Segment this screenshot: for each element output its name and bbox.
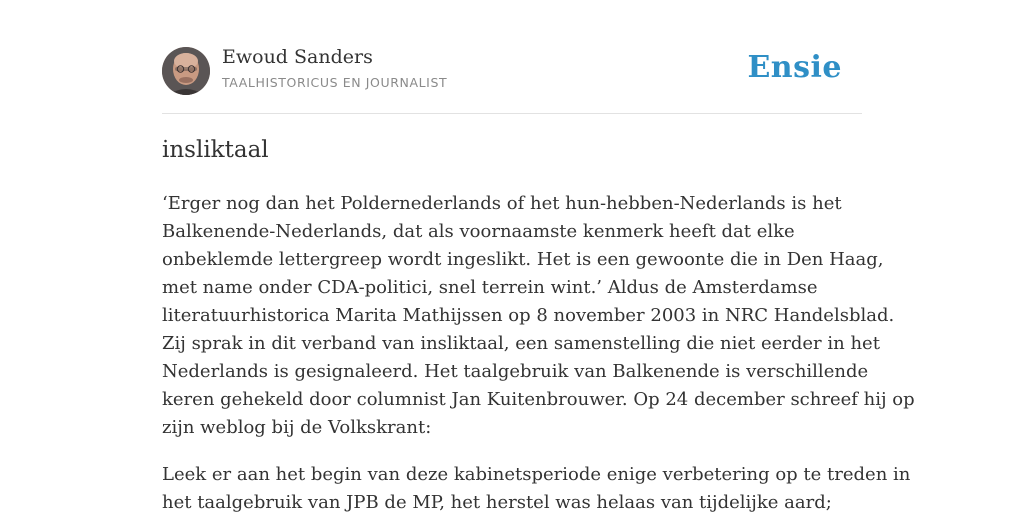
text-line: Balkenende-Nederlands, dat als voornaamste kenmerk heeft dat elke xyxy=(162,221,795,242)
text-line: Zij sprak in dit verband van insliktaal, een samenstelling die niet eerder in het xyxy=(162,333,880,354)
text-line: keren gehekeld door columnist Jan Kuitenbrouwer. Op 24 december schreef hij op xyxy=(162,389,915,410)
text-line: zijn weblog bij de Volkskrant: xyxy=(162,417,432,438)
paragraph-2 xyxy=(162,461,911,512)
text-line: onbeklemde lettergreep wordt ingeslikt. Het is een gewoonte die in Den Haag, xyxy=(162,249,884,270)
paragraph-1 xyxy=(162,190,915,442)
avatar[interactable] xyxy=(162,47,210,95)
author-header xyxy=(162,0,862,114)
avatar-portrait-icon xyxy=(162,47,210,95)
text-line: Leek er aan het begin van deze kabinetsperiode enige verbetering op te treden in xyxy=(162,464,911,485)
author-name[interactable]: Ewoud Sanders xyxy=(222,46,373,68)
article-body xyxy=(162,190,915,512)
article-container xyxy=(162,0,915,512)
text-line: het taalgebruik van JPB de MP, het herstel was helaas van tijdelijke aard; xyxy=(162,492,832,512)
text-line: met name onder CDA-politici, snel terrein wint.’ Aldus de Amsterdamse xyxy=(162,277,818,298)
author-role: TAALHISTORICUS EN JOURNALIST xyxy=(222,75,448,90)
brand-logo[interactable]: Ensie xyxy=(747,50,842,85)
text-line: literatuurhistorica Marita Mathijssen op 8 november 2003 in NRC Handelsblad. xyxy=(162,305,895,326)
text-line: Nederlands is gesignaleerd. Het taalgebruik van Balkenende is verschillende xyxy=(162,361,869,382)
page-title: insliktaal xyxy=(162,137,269,163)
text-line: ‘Erger nog dan het Poldernederlands of het hun-hebben-Nederlands is het xyxy=(162,193,842,214)
